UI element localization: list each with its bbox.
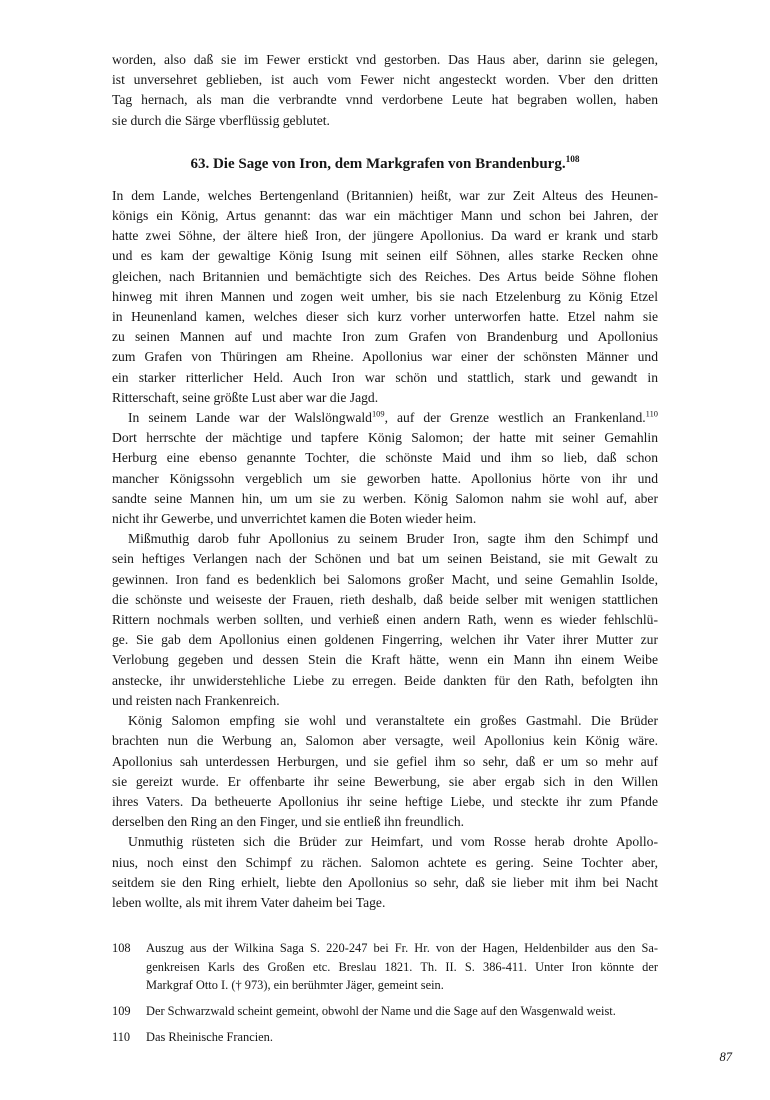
text-line: nius, noch einst den Schimpf zu rächen. Salomon achtete es gering. Seine Tochter aber, — [112, 854, 658, 870]
text-line: hatte zwei Söhne, der ältere hieß Iron, der jüngere Apollonius. Da ward er krank und starb — [112, 228, 658, 244]
text-line: Auszug aus der Wilkina Saga S. 220-247 bei Fr. Hr. von der Hagen, Heldenbilder aus den Sa- — [146, 941, 658, 956]
footnote — [112, 1002, 658, 1021]
text-line: genkreisen Karls des Großen etc. Breslau 1821. Th. II. S. 386-411. Unter Iron könnte der — [146, 959, 658, 974]
footnote-ref: 110 — [645, 408, 658, 419]
text-line: zum Grafen von Thüringen am Rheine. Apollonius war einer der schönsten Männer und — [112, 349, 658, 365]
paragraph — [112, 186, 658, 408]
text-line: leben wollte, als mit ihrem Vater daheim bei Tage. — [112, 894, 386, 910]
text-line: Unmuthig rüsteten sich die Brüder zur Heimfart, und vom Rosse herab drohte Apollo- — [128, 834, 658, 850]
footnote-text — [146, 1028, 658, 1047]
text-line: Das Rheinische Francien. — [146, 1029, 273, 1044]
text-line: anstecke, ihr unwiderstehliche Liebe zu erregen. Beide dankten für den Rath, befolgten ihn — [112, 672, 658, 688]
text-line: sandte seine Mannen hin, um um sie zu werben. König Salomon nahm sie wohl auf, aber — [112, 490, 658, 506]
text-line: derselben den Ring an den Finger, und sie entließ ihn freundlich. — [112, 814, 465, 830]
text-line: Apollonius sah unterdessen Herburgen, und sie gefiel ihm so sehr, daß er um so mehr auf — [112, 753, 658, 769]
text-line: mancher Königssohn vergeblich um sie geworben hatte. Apollonius hörte von ihr und — [112, 470, 658, 486]
text-line: ge. Sie gab dem Apollonius einen goldenen Fingerring, welchen ihr Vater ihrer Mutter zur — [112, 632, 658, 648]
section-heading — [112, 154, 658, 174]
paragraph — [112, 408, 658, 529]
footnote-number: 108 — [112, 941, 131, 956]
text-line: ist unversehret geblieben, ist auch vom Fewer nicht angesteckt worden. Vber den dritten — [112, 72, 658, 88]
text-line: sein heftiges Verlangen nach der Schönen und bat um seinen Beistand, sie mit Gewalt zu — [112, 551, 658, 567]
footnote — [112, 939, 658, 995]
text-line: die schönste und weiseste der Frauen, rieth deshalb, daß beide selber mit wenigen stattlichen — [112, 591, 658, 607]
text-line: Herburg eine ebenso genannte Tochter, die schönste Maid und ihm so lieb, daß schon — [112, 450, 658, 466]
text-line: hinweg mit ihren Mannen und zogen weit umher, bis sie nach Etzelenburg zu König Etzel — [112, 288, 658, 304]
text-line: brachten nun die Werbung an, Salomon aber versagte, weil Apollonius kein König wäre. — [112, 733, 658, 749]
text-line: zu seinen Mannen auf und machte Iron zum Grafen von Brandenburg und Apollonius — [112, 329, 658, 345]
text-line: und es kam der gewaltige König Isung mit seinen eilf Söhnen, alles starke Recken ohne — [112, 248, 658, 264]
text-line: Der Schwarzwald scheint gemeint, obwohl der Name und die Sage auf den Wasgenwald weist. — [146, 1003, 616, 1018]
intro-paragraph — [112, 50, 658, 131]
text-line: königs ein König, Artus genannt: das war ein mächtiger Mann und schon bei Jahren, der — [112, 208, 658, 224]
text-line: sie durch die Särge vberflüssig geblutet. — [112, 112, 330, 128]
text-line: worden, also daß sie im Fewer erstickt vnd gestorben. Das Haus aber, darinn sie gelegen, — [112, 52, 658, 67]
paragraph — [112, 832, 658, 913]
text-line: Verlobung gegeben und dessen Stein die Kraft hätte, wenn ein Mann ihn einem Weibe — [112, 652, 658, 668]
text-line: in Heunenland kamen, welches dieser sich kurz vorher unterworfen hatte. Etzel nahm sie — [112, 309, 658, 325]
text-line: Markgraf Otto I. († 973), ein berühmter Jäger, gemeint sein. — [146, 978, 444, 993]
text-line: ihres Vaters. Da betheuerte Apollonius ihr seine heftige Liebe, und steckte ihr zum Pfande — [112, 793, 658, 809]
body-paragraphs — [112, 186, 658, 913]
text-column — [112, 50, 658, 1053]
text-line: Ritterschaft, seine größte Lust aber war die Jagd. — [112, 389, 379, 405]
footnote-ref: 109 — [371, 408, 385, 419]
heading-text: 63. Die Sage von Iron, dem Markgrafen von Brandenburg. — [190, 155, 566, 172]
text-line: Rittern nochmals werben sollten, und verhieß einen andern Rath, wenn es wieder fehlschlü- — [112, 612, 658, 628]
text-line: nicht ihr Gewerbe, und unverrichtet kamen die Boten wieder heim. — [112, 511, 477, 527]
text-line: ein starker ritterlicher Held. Auch Iron war schön und stattlich, stark und gewandt in — [112, 369, 658, 385]
text-line: gewinnen. Iron fand es bedenklich bei Salomons großer Macht, und seine Gemahlin Isolde, — [112, 571, 658, 587]
text-line: In seinem Lande war der Walslöngwald$^{109}$, auf der Grenze westlich an Frankenland.$^{110}$ — [128, 408, 658, 426]
footnote — [112, 1028, 658, 1047]
footnote-text — [146, 939, 658, 995]
text-line: Mißmuthig darob fuhr Apollonius zu seinem Bruder Iron, sagte ihm den Schimpf und — [128, 531, 658, 547]
footnotes — [112, 939, 658, 1046]
text-line: Tag hernach, als man die verbrandte vnnd verdorbene Leute hat begraben wollen, haben — [112, 92, 658, 108]
footnote-number: 110 — [112, 1029, 131, 1044]
text-line: und reisten nach Frankenreich. — [112, 692, 280, 708]
text-line: sie gereizt wurde. Er offenbarte ihr seine Bewerbung, sie aber ergab sich in den Willen — [112, 773, 658, 789]
footnote-text — [146, 1002, 658, 1021]
text-line: In dem Lande, welches Bertengenland (Britannien) heißt, war zur Zeit Alteus des Heunen- — [112, 187, 658, 203]
text-line: König Salomon empfing sie wohl und veranstaltete ein großes Gastmahl. Die Brüder — [128, 713, 658, 729]
footnote-ref: 108 — [565, 154, 580, 165]
page-number: 87 — [719, 1050, 732, 1064]
text-line: seitdem sie den Ring erhielt, liebte den Apollonius so sehr, daß sie lieber mit ihm bei Nacht — [112, 874, 658, 890]
text-line: gleichen, nach Britannien und bemächtigte sich des Reiches. Des Artus beide Söhne flohen — [112, 268, 658, 284]
text-line: Dort herrschte der mächtige und tapfere König Salomon; der hatte mit seiner Gemahlin — [112, 430, 658, 446]
paragraph — [112, 529, 658, 711]
footnote-number: 109 — [112, 1003, 131, 1018]
paragraph — [112, 711, 658, 832]
